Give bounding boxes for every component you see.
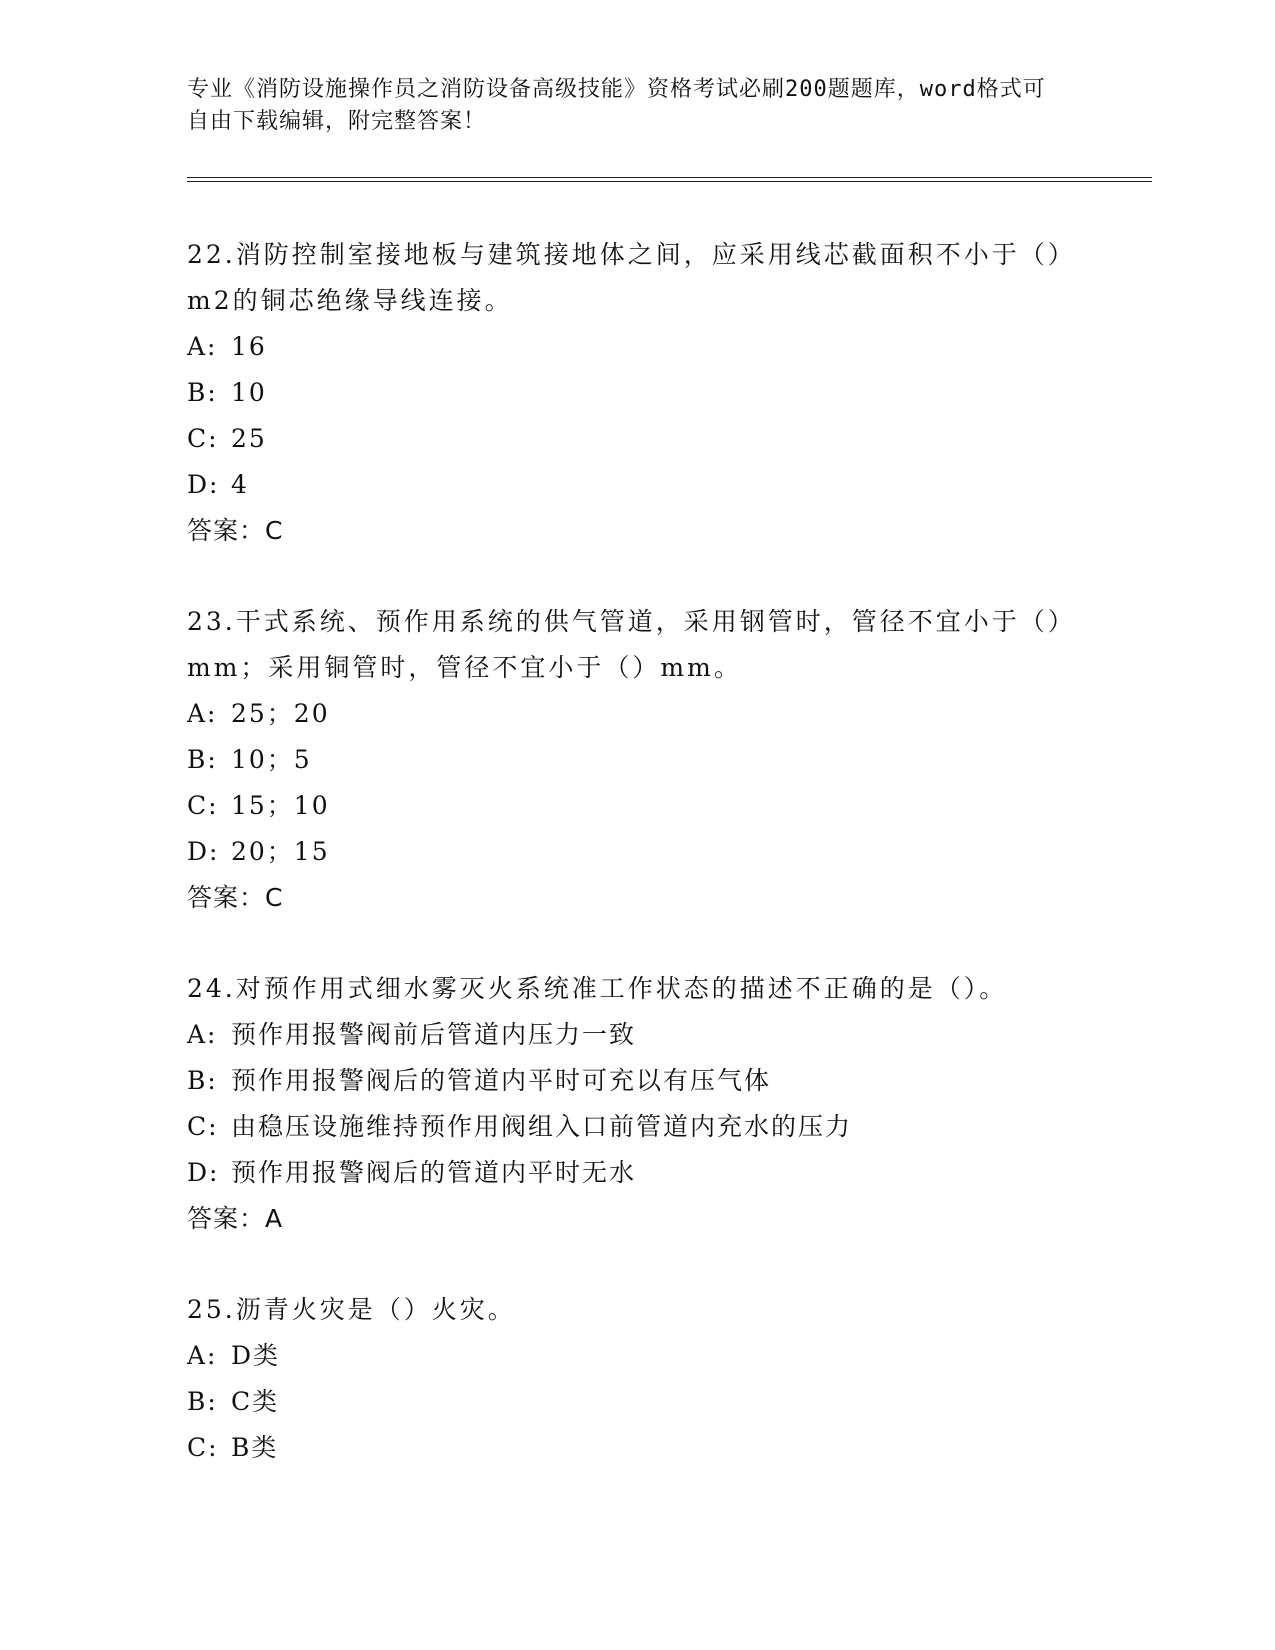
question-list bbox=[187, 232, 1087, 1516]
question-22 bbox=[187, 232, 1087, 554]
option-text: 预作用报警阀后的管道内平时可充以有压气体 bbox=[231, 1066, 772, 1095]
option-letter: A: bbox=[187, 1020, 218, 1049]
question-stem: 22.消防控制室接地板与建筑接地体之间，应采用线芯截面积不小于（）m2的铜芯绝缘导线连接。 bbox=[187, 240, 1076, 315]
option-d bbox=[187, 829, 1087, 875]
question-25 bbox=[187, 1287, 1087, 1471]
option-letter: B: bbox=[187, 1387, 218, 1416]
option-text: 4 bbox=[231, 470, 249, 499]
option-text: 15；10 bbox=[231, 791, 330, 820]
option-c bbox=[187, 1104, 1087, 1150]
answer-line: 答案：C bbox=[187, 883, 284, 912]
option-letter: A: bbox=[187, 1341, 218, 1370]
option-letter: C: bbox=[187, 424, 219, 453]
option-letter: D: bbox=[187, 1158, 220, 1187]
option-letter: B: bbox=[187, 1066, 218, 1095]
answer-line: 答案：A bbox=[187, 1204, 284, 1233]
document-header: 专业《消防设施操作员之消防设备高级技能》资格考试必刷200题题库，word格式可自由下载编辑，附完整答案！ bbox=[187, 77, 1046, 134]
question-24 bbox=[187, 966, 1087, 1242]
option-letter: A: bbox=[187, 332, 218, 361]
option-text: 10；5 bbox=[231, 745, 312, 774]
option-text: 16 bbox=[231, 332, 267, 361]
option-text: 25；20 bbox=[231, 699, 330, 728]
option-text: B类 bbox=[231, 1433, 279, 1462]
option-b bbox=[187, 370, 1087, 416]
question-stem: 23.干式系统、预作用系统的供气管道，采用钢管时，管径不宜小于（）mm；采用铜管时，管径不宜小于（）mm。 bbox=[187, 607, 1076, 682]
option-a bbox=[187, 324, 1087, 370]
question-stem: 24.对预作用式细水雾灭火系统准工作状态的描述不正确的是（）。 bbox=[187, 974, 1008, 1003]
option-text: 10 bbox=[231, 378, 267, 407]
header-divider bbox=[187, 177, 1152, 182]
option-c bbox=[187, 783, 1087, 829]
option-text: 预作用报警阀后的管道内平时无水 bbox=[231, 1158, 637, 1187]
option-b bbox=[187, 737, 1087, 783]
question-23 bbox=[187, 599, 1087, 921]
option-letter: C: bbox=[187, 1112, 219, 1141]
option-text: C类 bbox=[231, 1387, 280, 1416]
option-d bbox=[187, 1150, 1087, 1196]
option-text: 20；15 bbox=[231, 837, 330, 866]
answer-line: 答案：C bbox=[187, 516, 284, 545]
option-text: 25 bbox=[231, 424, 267, 453]
option-letter: D: bbox=[187, 470, 220, 499]
option-text: 预作用报警阀前后管道内压力一致 bbox=[231, 1020, 637, 1049]
option-letter: D: bbox=[187, 837, 220, 866]
option-a bbox=[187, 1012, 1087, 1058]
option-letter: C: bbox=[187, 1433, 219, 1462]
option-a bbox=[187, 1333, 1087, 1379]
option-c bbox=[187, 416, 1087, 462]
option-letter: A: bbox=[187, 699, 218, 728]
option-letter: B: bbox=[187, 378, 218, 407]
option-d bbox=[187, 462, 1087, 508]
option-a bbox=[187, 691, 1087, 737]
option-b bbox=[187, 1058, 1087, 1104]
option-letter: B: bbox=[187, 745, 218, 774]
option-b bbox=[187, 1379, 1087, 1425]
option-text: 由稳压设施维持预作用阀组入口前管道内充水的压力 bbox=[231, 1112, 853, 1141]
option-text: D类 bbox=[231, 1341, 281, 1370]
option-letter: C: bbox=[187, 791, 219, 820]
option-c bbox=[187, 1425, 1087, 1471]
question-stem: 25.沥青火灾是（）火灾。 bbox=[187, 1295, 516, 1324]
